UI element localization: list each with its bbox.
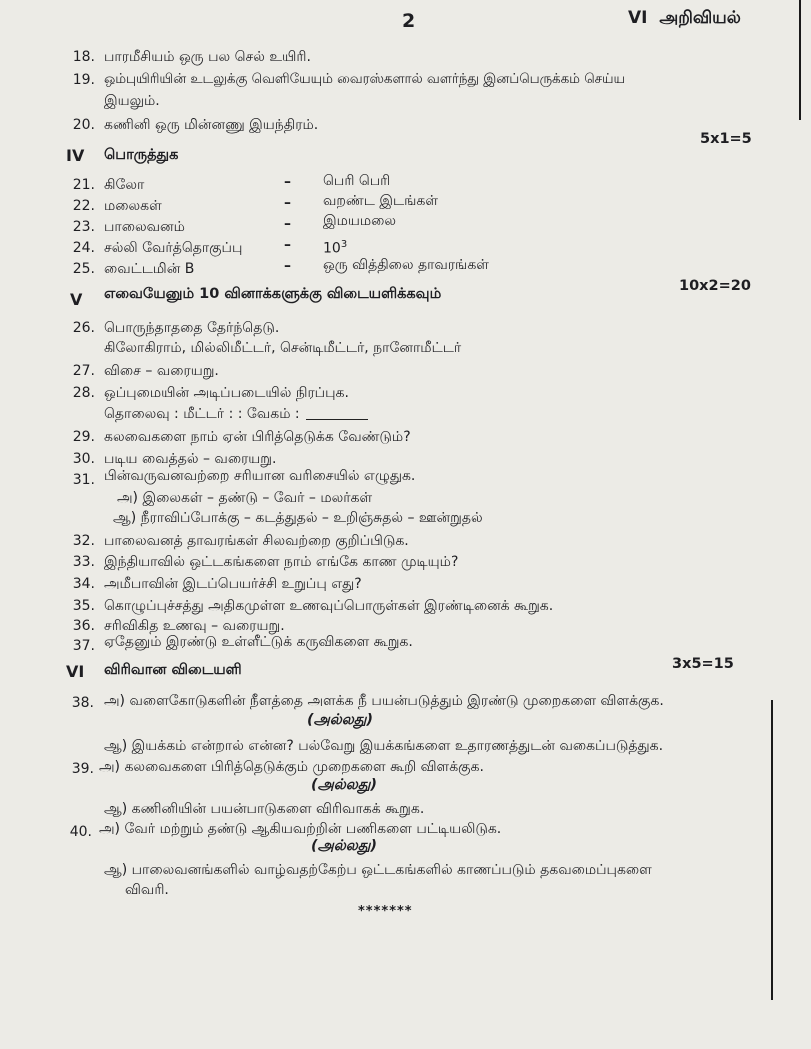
sub-question-b: ஆ) நீராவிப்போக்கு – கடத்துதல் – உறிஞ்சுதல் – ஊன்றுதல் [113,510,483,526]
option-b: ஆ) கணினியின் பயன்பாடுகளை விரிவாகக் கூறுக. [104,801,425,817]
question-text: பொருந்தாததை தேர்ந்தெடு. [104,320,280,336]
option-a: அ) வேர் மற்றும் தண்டு ஆகியவற்றின் பணிகளை பட்டியலிடுக. [99,821,502,837]
question-text: சரிவிகித உணவு – வரையறு. [104,618,285,634]
question-number: 30. [72,451,95,467]
analogy-text: தொலைவு : மீட்டர் : : வேகம் : [104,406,300,422]
question-number: 34. [72,576,95,592]
match-right: வறண்ட இடங்கள் [323,193,438,209]
match-right: இமயமலை [323,213,397,229]
question-number: 18. [72,49,95,65]
question-text: அமீபாவின் இடப்பெயர்ச்சி உறுப்பு எது? [104,576,362,592]
question-number: 35. [72,598,95,614]
question-text: ஒப்புமையின் அடிப்படையில் நிரப்புக. [104,385,349,401]
match-right-power [323,236,347,258]
question-number: 22. [72,198,95,214]
section-marks: 10x2=20 [679,278,751,294]
question-number: 20. [72,117,95,133]
margin-line-lower [771,700,773,1000]
margin-line [799,0,801,120]
section-roman-numeral: IV [66,146,85,165]
question-text: ஒம்புயிரியின் உடலுக்கு வெளியேயும் வைரஸ்களால் வளர்ந்து இனப்பெருக்கம் செய்ய [104,72,626,87]
match-dash: – [284,258,291,274]
section-marks: 5x1=5 [700,131,752,147]
analogy-line [104,405,368,423]
question-number: 24. [72,240,95,256]
section-roman-numeral: V [70,290,83,309]
question-number: 39. [71,761,94,777]
match-right: பெரி பெரி [323,173,391,189]
class-subject: VI அறிவியல் [628,8,741,28]
match-left: வைட்டமின் B [104,261,195,277]
question-number: 38. [71,695,94,711]
end-marker: ******* [358,904,413,919]
question-text-continued: கிலோகிராம், மில்லிமீட்டர், சென்டிமீட்டர், நானோமீட்டர் [104,340,462,356]
match-right: ஒரு வித்திலை தாவரங்கள் [323,257,489,273]
question-text: கணினி ஒரு மின்னணு இயந்திரம். [104,117,319,133]
power-base: 10 [323,240,341,257]
question-number: 32. [72,533,95,549]
or-separator: (அல்லது) [306,712,373,728]
or-separator: (அல்லது) [310,777,377,793]
match-left: கிலோ [104,177,145,193]
section-roman-numeral: VI [66,662,85,681]
option-b: ஆ) இயக்கம் என்றால் என்ன? பல்வேறு இயக்கங்களை உதாரணத்துடன் வகைப்படுத்துக. [104,738,664,754]
question-number: 29. [72,429,95,445]
question-text: படிய வைத்தல் – வரையறு. [104,451,277,467]
sub-question-a: அ) இலைகள் – தண்டு – வேர் – மலர்கள் [117,490,373,506]
match-left: மலைகள் [104,198,162,214]
question-text: இந்தியாவில் ஒட்டகங்களை நாம் எங்கே காண முடியும்? [104,554,459,570]
fill-blank [306,419,368,420]
match-dash: – [284,195,291,211]
match-left: பாலைவனம் [104,219,185,235]
or-separator: (அல்லது) [310,838,377,854]
question-text: ஏதேனும் இரண்டு உள்ளீட்டுக் கருவிகளை கூறுக. [104,634,413,650]
question-number: 36. [72,618,95,634]
question-text: கொழுப்புச்சத்து அதிகமுள்ள உணவுப்பொருள்கள் இரண்டினைக் கூறுக. [104,598,554,614]
question-number: 25. [72,261,95,277]
section-title: எவையேனும் 10 வினாக்களுக்கு விடையளிக்கவும் [104,286,442,302]
question-number: 33. [72,554,95,570]
question-number: 31. [72,472,95,488]
question-text: விசை – வரையறு. [104,363,219,379]
match-left: சல்லி வேர்த்தொகுப்பு [104,240,243,256]
question-text: பின்வருவனவற்றை சரியான வரிசையில் எழுதுக. [104,468,416,484]
match-dash: – [284,216,291,232]
page-number: 2 [402,10,416,32]
question-number: 23. [72,219,95,235]
question-number: 19. [72,72,95,88]
question-number: 27. [72,363,95,379]
question-number: 26. [72,320,95,336]
question-number: 21. [72,177,95,193]
option-b: ஆ) பாலைவனங்களில் வாழ்வதற்கேற்ப ஒட்டகங்களில் காணப்படும் தகவமைப்புகளை [104,862,652,878]
power-exponent: 3 [340,239,348,250]
question-number: 28. [72,385,95,401]
question-text-continued: இயலும். [104,93,160,109]
question-text: பாலைவனத் தாவரங்கள் சிலவற்றை குறிப்பிடுக. [104,533,409,549]
question-text: கலவைகளை நாம் ஏன் பிரித்தெடுக்க வேண்டும்? [104,429,411,445]
option-b-continued: விவரி. [125,882,169,898]
question-number: 37. [72,638,95,654]
section-marks: 3x5=15 [672,656,734,672]
match-dash: – [284,174,291,190]
question-number: 40. [69,824,92,840]
match-dash: – [284,237,291,253]
option-a: அ) கலவைகளை பிரித்தெடுக்கும் முறைகளை கூறி விளக்குக. [99,759,484,775]
option-a: அ) வளைகோடுகளின் நீளத்தை அளக்க நீ பயன்படுத்தும் இரண்டு முறைகளை விளக்குக. [104,693,664,709]
section-title: விரிவான விடையளி [104,662,242,678]
question-text: பாரமீசியம் ஒரு பல செல் உயிரி. [104,49,311,65]
section-title: பொருத்துக [104,147,179,163]
